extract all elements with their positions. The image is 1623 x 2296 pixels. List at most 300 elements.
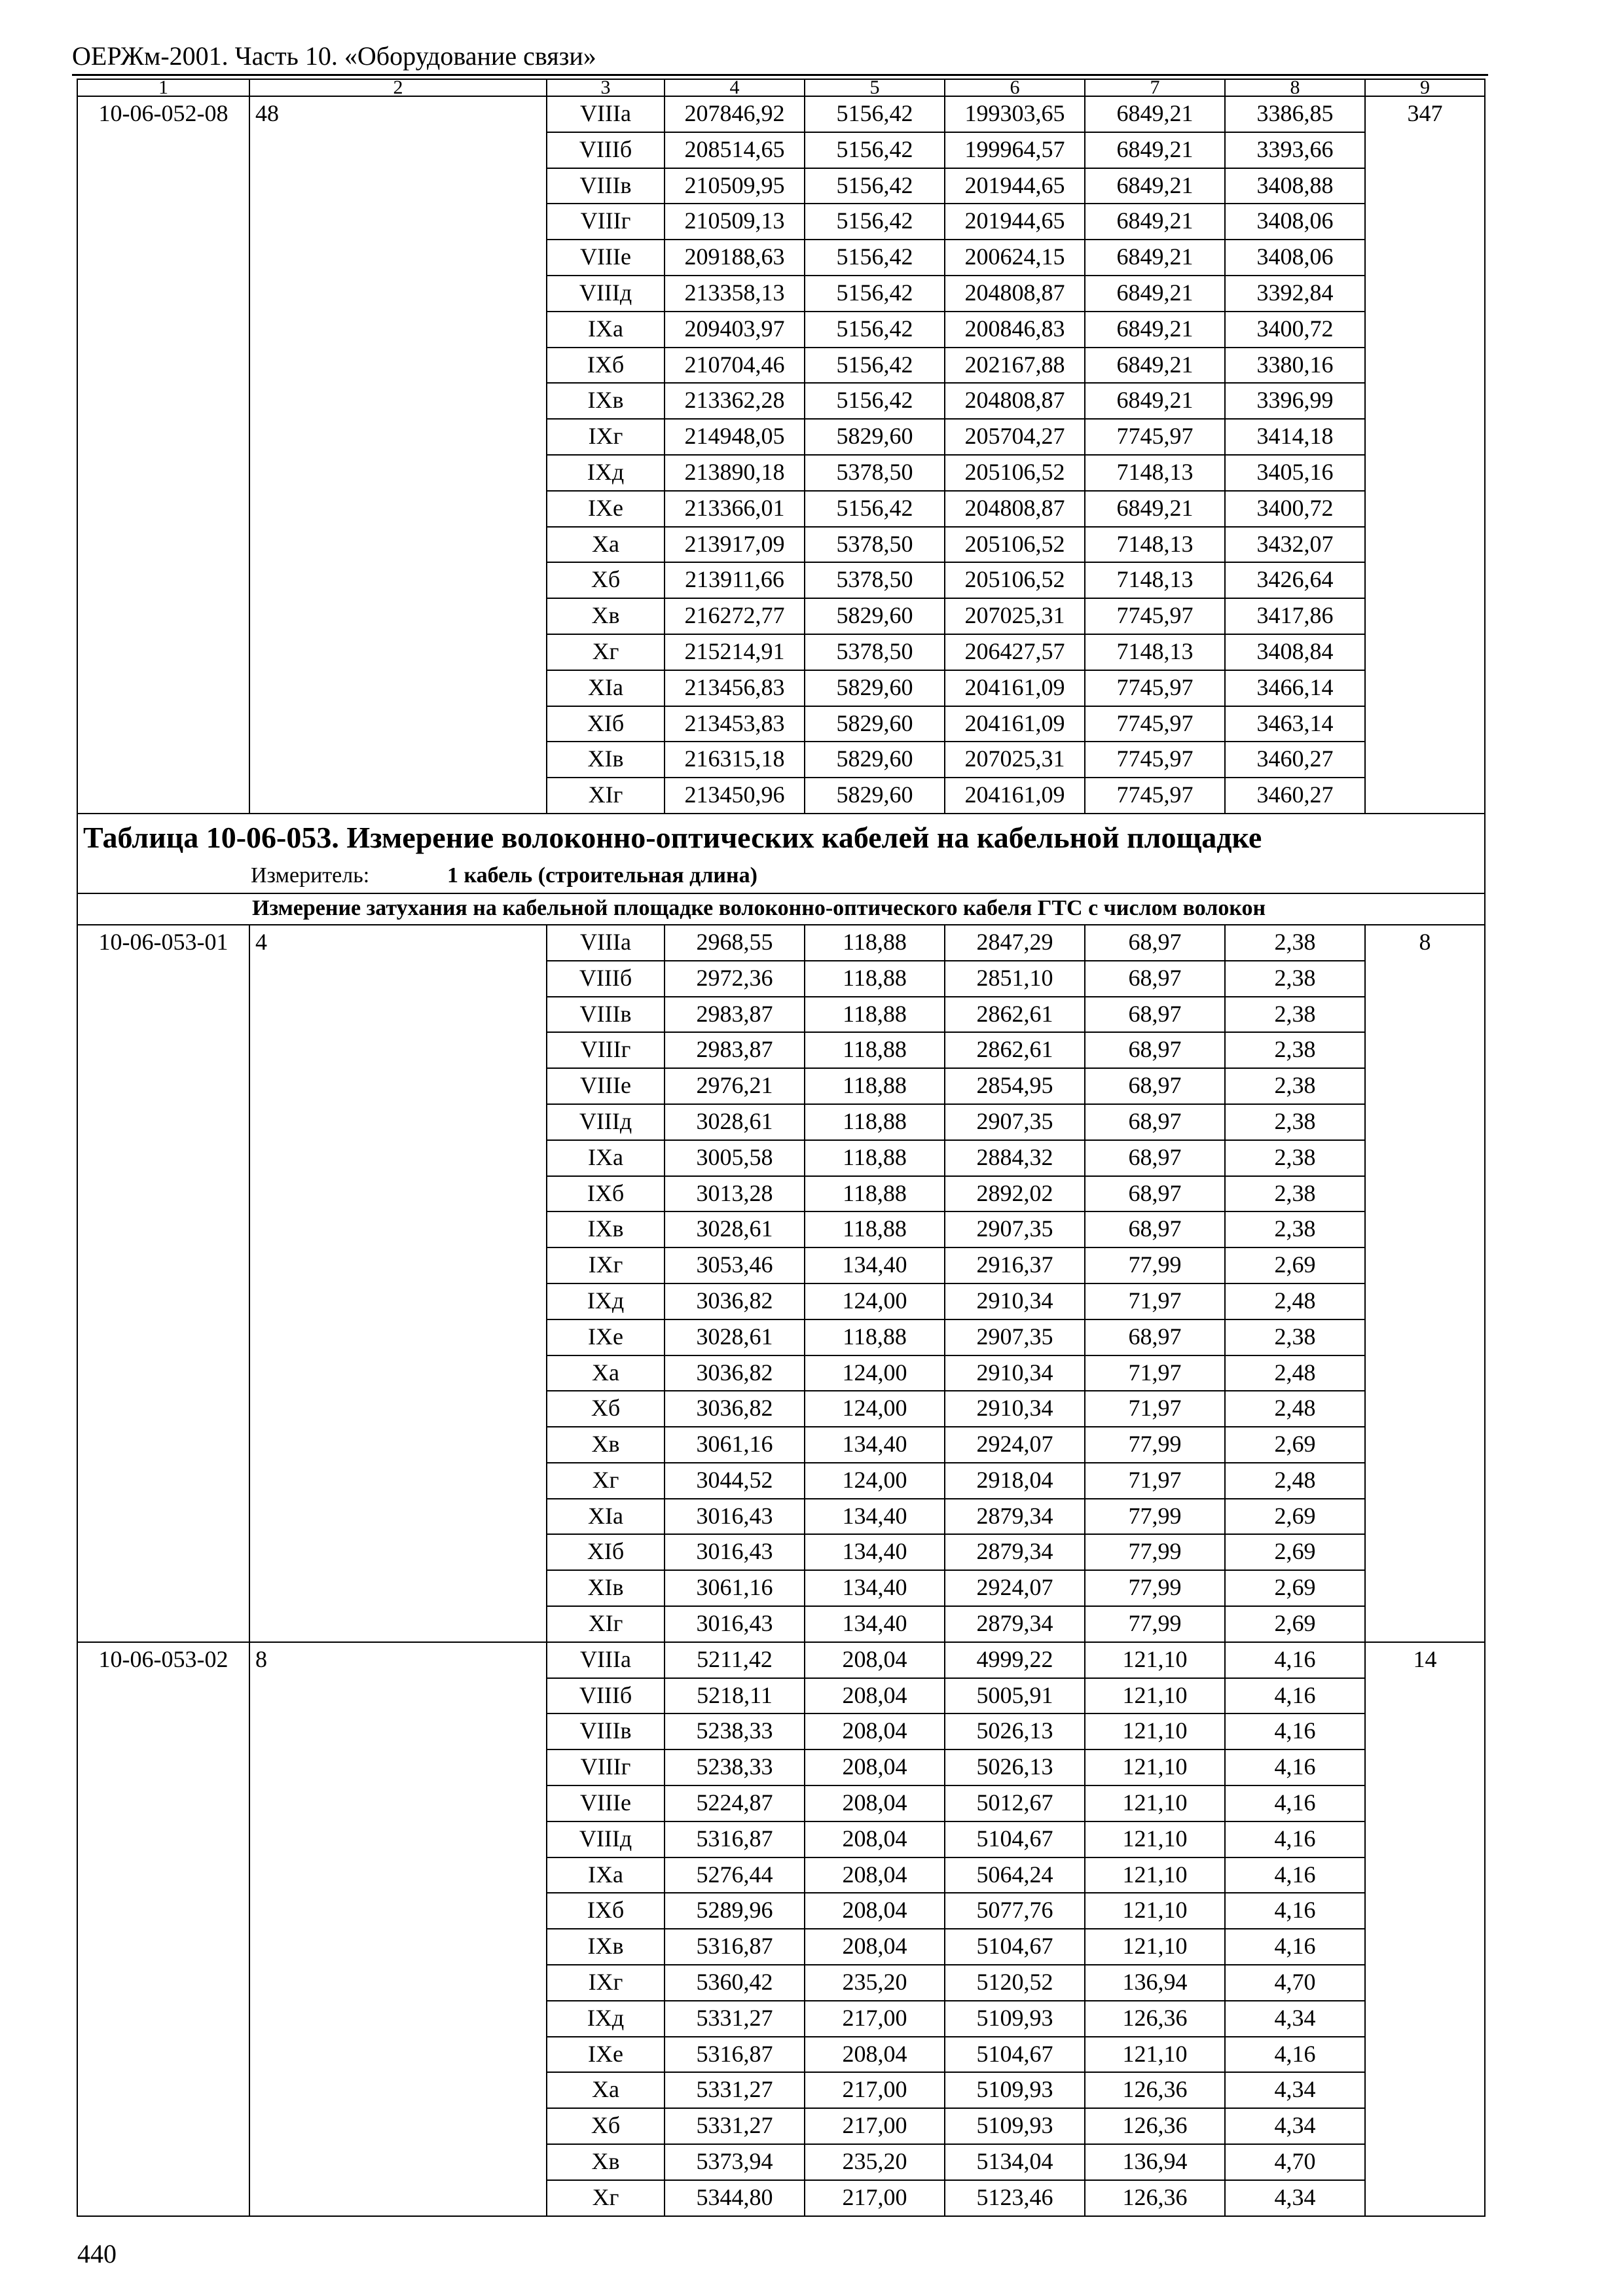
cell-value: VIIIв — [547, 1713, 665, 1749]
cell-value: 5378,50 — [805, 562, 945, 598]
cell-value: 2910,34 — [945, 1283, 1085, 1319]
cell-value: 6849,21 — [1085, 204, 1225, 240]
cell-col9 — [1365, 1032, 1485, 1068]
cell-param — [249, 1140, 547, 1176]
cell-value: 215214,91 — [665, 634, 805, 670]
cell-param — [249, 2001, 547, 2037]
cell-value: 216272,77 — [665, 598, 805, 634]
cell-value: 5238,33 — [665, 1749, 805, 1785]
table-row — [77, 527, 1485, 563]
cell-value: 5123,46 — [945, 2180, 1085, 2216]
cell-value: 77,99 — [1085, 1534, 1225, 1570]
cell-value: IXа — [547, 312, 665, 348]
table-row — [77, 1857, 1485, 1893]
cell-param — [249, 1427, 547, 1463]
cell-value: 5331,27 — [665, 2001, 805, 2037]
cell-value: 2,38 — [1225, 1032, 1365, 1068]
cell-col9 — [1365, 670, 1485, 706]
cell-value: 2,38 — [1225, 1211, 1365, 1247]
cell-value: 5156,42 — [805, 276, 945, 312]
column-header: 1 — [77, 79, 249, 96]
cell-code — [77, 204, 249, 240]
cell-col9 — [1365, 961, 1485, 997]
cell-param — [249, 742, 547, 778]
table-row — [77, 961, 1485, 997]
cell-code — [77, 1570, 249, 1606]
cell-value: 134,40 — [805, 1570, 945, 1606]
cell-value: IXе — [547, 491, 665, 527]
cell-param — [249, 1176, 547, 1212]
cell-value: 208,04 — [805, 2037, 945, 2073]
cell-param — [249, 312, 547, 348]
cell-code — [77, 168, 249, 204]
cell-col9 — [1365, 2180, 1485, 2216]
cell-col9 — [1365, 997, 1485, 1033]
cell-value: 6849,21 — [1085, 276, 1225, 312]
cell-code — [77, 2037, 249, 2073]
cell-value: XIв — [547, 742, 665, 778]
column-header-row — [77, 79, 1485, 96]
cell-value: 118,88 — [805, 1211, 945, 1247]
cell-param — [249, 778, 547, 814]
cell-col9 — [1365, 1176, 1485, 1212]
cell-value: 4,34 — [1225, 2108, 1365, 2144]
cell-value: VIIIд — [547, 276, 665, 312]
column-header: 9 — [1365, 79, 1485, 96]
cell-value: 208,04 — [805, 1642, 945, 1678]
cell-value: 5360,42 — [665, 1965, 805, 2001]
cell-value: 136,94 — [1085, 1965, 1225, 2001]
cell-param — [249, 2037, 547, 2073]
table-row — [77, 2037, 1485, 2073]
cell-col9 — [1365, 1929, 1485, 1965]
cell-value: 2924,07 — [945, 1570, 1085, 1606]
table-row — [77, 778, 1485, 814]
cell-value: 71,97 — [1085, 1283, 1225, 1319]
cell-value: 121,10 — [1085, 1785, 1225, 1821]
cell-value: 2972,36 — [665, 961, 805, 997]
cell-code — [77, 742, 249, 778]
cell-value: 5156,42 — [805, 348, 945, 384]
cell-value: 2976,21 — [665, 1068, 805, 1104]
cell-value: XIа — [547, 1499, 665, 1535]
cell-value: IXв — [547, 1929, 665, 1965]
cell-code — [77, 1463, 249, 1499]
cell-value: 6849,21 — [1085, 168, 1225, 204]
cell-code — [77, 240, 249, 276]
cell-param — [249, 562, 547, 598]
cell-value: 217,00 — [805, 2001, 945, 2037]
cell-col9 — [1365, 2108, 1485, 2144]
cell-param — [249, 1606, 547, 1642]
cell-value: VIIIг — [547, 1032, 665, 1068]
cell-value: VIIIг — [547, 1749, 665, 1785]
cell-value: 213890,18 — [665, 455, 805, 491]
cell-value: 68,97 — [1085, 1068, 1225, 1104]
cell-col9 — [1365, 1104, 1485, 1140]
cell-value: 204808,87 — [945, 383, 1085, 419]
cell-col9 — [1365, 1821, 1485, 1857]
cell-col9 — [1365, 383, 1485, 419]
cell-value: 210509,13 — [665, 204, 805, 240]
cell-value: 3380,16 — [1225, 348, 1365, 384]
cell-value: 205106,52 — [945, 455, 1085, 491]
cell-value: 68,97 — [1085, 997, 1225, 1033]
cell-value: 217,00 — [805, 2180, 945, 2216]
cell-code — [77, 1893, 249, 1929]
cell-value: Xв — [547, 2144, 665, 2180]
cell-value: 3414,18 — [1225, 419, 1365, 455]
table-row — [77, 132, 1485, 168]
cell-value: VIIIд — [547, 1821, 665, 1857]
cell-value: 5156,42 — [805, 240, 945, 276]
cell-col9 — [1365, 634, 1485, 670]
cell-value: 205106,52 — [945, 562, 1085, 598]
cell-param — [249, 2144, 547, 2180]
cell-value: 3400,72 — [1225, 491, 1365, 527]
column-header: 3 — [547, 79, 665, 96]
table-row — [77, 1929, 1485, 1965]
cell-value: 5218,11 — [665, 1678, 805, 1714]
cell-value: 7745,97 — [1085, 670, 1225, 706]
cell-value: 213358,13 — [665, 276, 805, 312]
cell-param — [249, 1283, 547, 1319]
cell-value: 2879,34 — [945, 1534, 1085, 1570]
cell-code — [77, 2001, 249, 2037]
table-row — [77, 1499, 1485, 1535]
cell-value: 3408,06 — [1225, 240, 1365, 276]
cell-col9 — [1365, 2037, 1485, 2073]
cell-value: 199964,57 — [945, 132, 1085, 168]
cell-value: 2,69 — [1225, 1534, 1365, 1570]
cell-value: IXд — [547, 455, 665, 491]
cell-value: 4,34 — [1225, 2072, 1365, 2108]
cell-value: XIа — [547, 670, 665, 706]
table-row — [77, 1211, 1485, 1247]
cell-value: Xа — [547, 1355, 665, 1391]
cell-code — [77, 1032, 249, 1068]
cell-value: 3396,99 — [1225, 383, 1365, 419]
cell-value: VIIIа — [547, 1642, 665, 1678]
table-row — [77, 1965, 1485, 2001]
cell-value: 208,04 — [805, 1785, 945, 1821]
cell-value: 77,99 — [1085, 1499, 1225, 1535]
cell-value: 199303,65 — [945, 96, 1085, 132]
cell-value: 68,97 — [1085, 1211, 1225, 1247]
cell-code — [77, 562, 249, 598]
table-row — [77, 1678, 1485, 1714]
cell-value: 2,69 — [1225, 1570, 1365, 1606]
cell-code — [77, 1068, 249, 1104]
cell-value: XIг — [547, 778, 665, 814]
cell-value: 3053,46 — [665, 1247, 805, 1283]
cell-col9 — [1365, 1785, 1485, 1821]
cell-value: 5316,87 — [665, 2037, 805, 2073]
cell-value: IXа — [547, 1140, 665, 1176]
cell-value: 7745,97 — [1085, 778, 1225, 814]
column-header: 7 — [1085, 79, 1225, 96]
cell-value: 5156,42 — [805, 96, 945, 132]
cell-value: VIIIе — [547, 1068, 665, 1104]
cell-value: 2,38 — [1225, 1140, 1365, 1176]
cell-value: 208,04 — [805, 1678, 945, 1714]
cell-value: 201944,65 — [945, 168, 1085, 204]
cell-col9 — [1365, 1534, 1485, 1570]
cell-value: 4,70 — [1225, 1965, 1365, 2001]
cell-value: 6849,21 — [1085, 348, 1225, 384]
cell-value: 7148,13 — [1085, 562, 1225, 598]
cell-value: 6849,21 — [1085, 132, 1225, 168]
cell-value: 4,16 — [1225, 1821, 1365, 1857]
cell-value: 2983,87 — [665, 1032, 805, 1068]
cell-value: 3028,61 — [665, 1211, 805, 1247]
cell-value: IXг — [547, 1247, 665, 1283]
cell-value: 204808,87 — [945, 276, 1085, 312]
cell-value: 213917,09 — [665, 527, 805, 563]
cell-code — [77, 1319, 249, 1355]
subheading: Измерение затухания на кабельной площадке волоконно-оптического кабеля ГТС с числом волокон — [77, 893, 1485, 925]
table-row — [77, 1104, 1485, 1140]
cell-value: 7148,13 — [1085, 634, 1225, 670]
cell-code — [77, 1391, 249, 1427]
cell-value: 208,04 — [805, 1713, 945, 1749]
cell-value: 3392,84 — [1225, 276, 1365, 312]
cell-value: 124,00 — [805, 1355, 945, 1391]
cell-value: 2924,07 — [945, 1427, 1085, 1463]
subheading-row — [77, 893, 1485, 925]
cell-value: 126,36 — [1085, 2180, 1225, 2216]
cell-value: 4,16 — [1225, 1929, 1365, 1965]
cell-param — [249, 204, 547, 240]
cell-value: 121,10 — [1085, 1857, 1225, 1893]
cell-value: 118,88 — [805, 1176, 945, 1212]
cell-value: 3408,06 — [1225, 204, 1365, 240]
cell-value: 210509,95 — [665, 168, 805, 204]
table-row — [77, 2180, 1485, 2216]
cell-param — [249, 1247, 547, 1283]
cell-value: 208514,65 — [665, 132, 805, 168]
cell-value: 3460,27 — [1225, 742, 1365, 778]
cell-value: 68,97 — [1085, 1104, 1225, 1140]
cell-code — [77, 491, 249, 527]
cell-value: 126,36 — [1085, 2001, 1225, 2037]
cell-param — [249, 1929, 547, 1965]
column-header: 8 — [1225, 79, 1365, 96]
cell-value: IXе — [547, 1319, 665, 1355]
cell-value: XIв — [547, 1570, 665, 1606]
section-title-row — [77, 814, 1485, 861]
cell-code — [77, 670, 249, 706]
cell-value: 4,16 — [1225, 1749, 1365, 1785]
cell-col9 — [1365, 312, 1485, 348]
cell-value: 118,88 — [805, 1319, 945, 1355]
cell-value: 136,94 — [1085, 2144, 1225, 2180]
cell-value: 3400,72 — [1225, 312, 1365, 348]
cell-col9 — [1365, 348, 1485, 384]
cell-value: 204161,09 — [945, 706, 1085, 742]
cell-value: 2,38 — [1225, 961, 1365, 997]
cell-value: 5224,87 — [665, 1785, 805, 1821]
cell-value: 2907,35 — [945, 1319, 1085, 1355]
table-row — [77, 598, 1485, 634]
cell-value: 121,10 — [1085, 1893, 1225, 1929]
table-row — [77, 455, 1485, 491]
cell-param — [249, 491, 547, 527]
table-row — [77, 1319, 1485, 1355]
table-row — [77, 706, 1485, 742]
cell-value: 200846,83 — [945, 312, 1085, 348]
cell-value: VIIIв — [547, 997, 665, 1033]
cell-value: 201944,65 — [945, 204, 1085, 240]
cell-value: 3036,82 — [665, 1283, 805, 1319]
cell-col9 — [1365, 1319, 1485, 1355]
cell-code: 10-06-052-08 — [77, 96, 249, 132]
cell-col9 — [1365, 778, 1485, 814]
cell-value: 213450,96 — [665, 778, 805, 814]
cell-code — [77, 1785, 249, 1821]
cell-value: 3028,61 — [665, 1319, 805, 1355]
cell-value: 5156,42 — [805, 383, 945, 419]
table-row — [77, 2144, 1485, 2180]
cell-value: 77,99 — [1085, 1247, 1225, 1283]
cell-value: 2,69 — [1225, 1427, 1365, 1463]
cell-param — [249, 1032, 547, 1068]
cell-value: 134,40 — [805, 1534, 945, 1570]
cell-code — [77, 997, 249, 1033]
cell-value: 118,88 — [805, 1032, 945, 1068]
cell-value: 3417,86 — [1225, 598, 1365, 634]
cell-param — [249, 383, 547, 419]
cell-code — [77, 527, 249, 563]
cell-col9 — [1365, 1355, 1485, 1391]
cell-value: 5077,76 — [945, 1893, 1085, 1929]
cell-value: 134,40 — [805, 1499, 945, 1535]
cell-code: 10-06-053-01 — [77, 925, 249, 961]
cell-param — [249, 2072, 547, 2108]
cell-col9 — [1365, 1463, 1485, 1499]
cell-value: 2,69 — [1225, 1247, 1365, 1283]
cell-value: 208,04 — [805, 1857, 945, 1893]
cell-value: Xа — [547, 2072, 665, 2108]
cell-param: 4 — [249, 925, 547, 961]
cell-param — [249, 1893, 547, 1929]
cell-value: IXв — [547, 1211, 665, 1247]
cell-value: 3460,27 — [1225, 778, 1365, 814]
cell-value: 118,88 — [805, 961, 945, 997]
cell-value: 3405,16 — [1225, 455, 1365, 491]
cell-value: 2,38 — [1225, 997, 1365, 1033]
cell-value: 5331,27 — [665, 2108, 805, 2144]
cell-value: 3408,88 — [1225, 168, 1365, 204]
cell-code — [77, 1606, 249, 1642]
cell-col9 — [1365, 132, 1485, 168]
cell-col9 — [1365, 1713, 1485, 1749]
cell-value: 77,99 — [1085, 1606, 1225, 1642]
cell-col9 — [1365, 2072, 1485, 2108]
cell-value: IXв — [547, 383, 665, 419]
cell-value: 208,04 — [805, 1821, 945, 1857]
cell-value: 2,38 — [1225, 1319, 1365, 1355]
cell-value: 2862,61 — [945, 1032, 1085, 1068]
cell-code — [77, 1140, 249, 1176]
cell-param: 48 — [249, 96, 547, 132]
cell-value: 68,97 — [1085, 1176, 1225, 1212]
cell-value: 121,10 — [1085, 2037, 1225, 2073]
cell-value: 2879,34 — [945, 1499, 1085, 1535]
cell-value: 118,88 — [805, 997, 945, 1033]
cell-value: 205704,27 — [945, 419, 1085, 455]
cell-value: 124,00 — [805, 1391, 945, 1427]
cell-col9 — [1365, 1140, 1485, 1176]
cell-col9 — [1365, 598, 1485, 634]
cell-col9 — [1365, 1211, 1485, 1247]
cell-value: 5120,52 — [945, 1965, 1085, 2001]
cell-value: 4,16 — [1225, 1713, 1365, 1749]
cell-value: 213453,83 — [665, 706, 805, 742]
cell-value: 134,40 — [805, 1606, 945, 1642]
cell-value: 68,97 — [1085, 961, 1225, 997]
cell-value: 3061,16 — [665, 1427, 805, 1463]
cell-value: 216315,18 — [665, 742, 805, 778]
cell-value: 213362,28 — [665, 383, 805, 419]
cell-code — [77, 1427, 249, 1463]
cell-col9 — [1365, 168, 1485, 204]
table-row — [77, 1534, 1485, 1570]
cell-value: 210704,46 — [665, 348, 805, 384]
cell-value: 68,97 — [1085, 1032, 1225, 1068]
cell-value: 2,48 — [1225, 1463, 1365, 1499]
cell-value: 7745,97 — [1085, 706, 1225, 742]
meter-cell — [77, 861, 1485, 893]
cell-col9 — [1365, 527, 1485, 563]
cell-value: 2851,10 — [945, 961, 1085, 997]
table-row — [77, 1068, 1485, 1104]
cell-value: 121,10 — [1085, 1678, 1225, 1714]
cell-col9: 8 — [1365, 925, 1485, 961]
cell-value: VIIIа — [547, 96, 665, 132]
table-row — [77, 562, 1485, 598]
cell-value: 5373,94 — [665, 2144, 805, 2180]
cell-value: 5156,42 — [805, 204, 945, 240]
table-row — [77, 348, 1485, 384]
cell-col9 — [1365, 204, 1485, 240]
meter-row — [77, 861, 1485, 893]
cell-value: 4,16 — [1225, 1785, 1365, 1821]
cell-col9 — [1365, 1427, 1485, 1463]
cell-value: 124,00 — [805, 1463, 945, 1499]
cell-param — [249, 1965, 547, 2001]
cell-value: 5211,42 — [665, 1642, 805, 1678]
table-row — [77, 1785, 1485, 1821]
cell-value: 2879,34 — [945, 1606, 1085, 1642]
cell-col9: 347 — [1365, 96, 1485, 132]
cell-value: 5829,60 — [805, 742, 945, 778]
cell-value: 5238,33 — [665, 1713, 805, 1749]
table-row — [77, 383, 1485, 419]
cell-value: VIIIб — [547, 132, 665, 168]
cell-value: 204808,87 — [945, 491, 1085, 527]
cell-param — [249, 1678, 547, 1714]
cell-value: 3061,16 — [665, 1570, 805, 1606]
cell-value: 5104,67 — [945, 1821, 1085, 1857]
cell-value: 209403,97 — [665, 312, 805, 348]
cell-value: VIIIб — [547, 1678, 665, 1714]
section-title: Таблица 10-06-053. Измерение волоконно-оптических кабелей на кабельной площадке — [77, 814, 1485, 861]
cell-value: 5156,42 — [805, 168, 945, 204]
cell-value: 5344,80 — [665, 2180, 805, 2216]
cell-value: 71,97 — [1085, 1463, 1225, 1499]
cell-col9 — [1365, 1857, 1485, 1893]
